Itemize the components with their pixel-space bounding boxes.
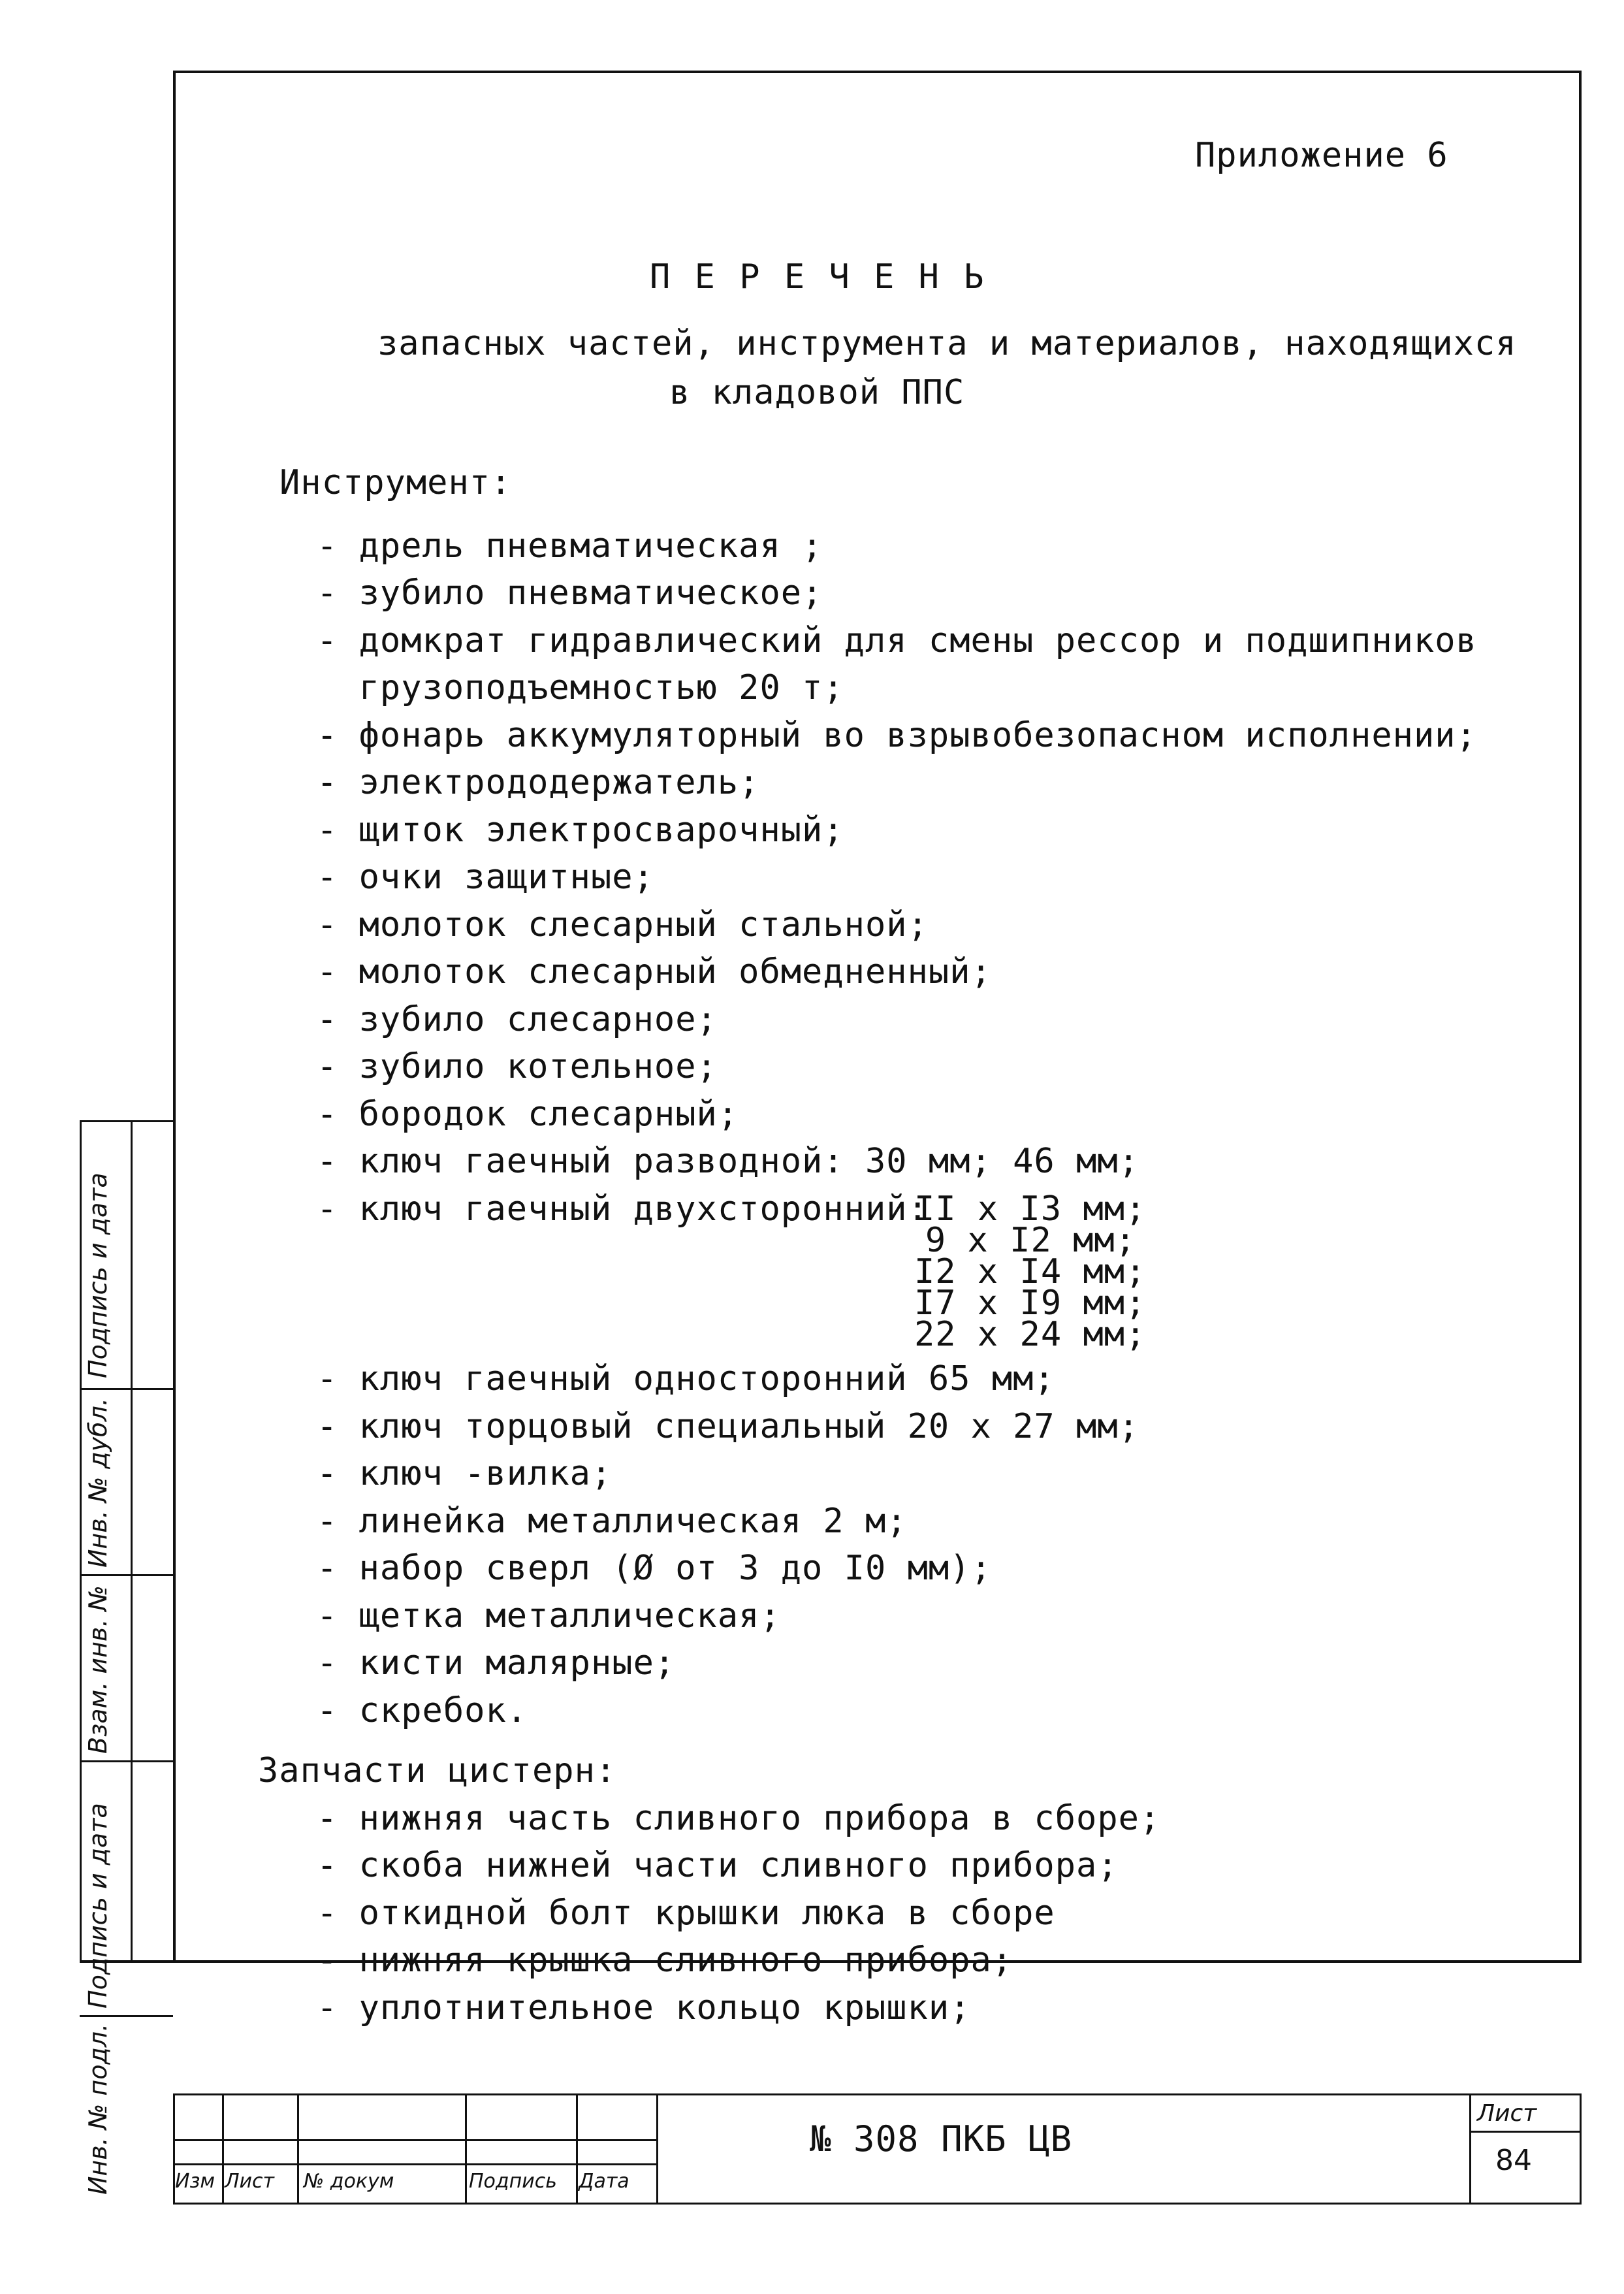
stamp-row-line-1 <box>173 2139 656 2141</box>
list-item: - нижняя часть сливного прибора в сборе; <box>317 1799 1161 1838</box>
stamp-col-line <box>222 2093 224 2203</box>
stamp-row-line-2 <box>173 2163 656 2165</box>
list-item: - молоток слесарный стальной; <box>317 905 929 945</box>
wrench-size: 9 x I2 мм; <box>925 1221 1136 1260</box>
stamp-col-line <box>656 2093 658 2203</box>
side-strip-sep-1 <box>80 1388 173 1390</box>
stamp-col-izm: Изм <box>175 2170 215 2193</box>
side-strip-sep-2 <box>80 1574 173 1576</box>
wrench-size: I2 x I4 мм; <box>914 1252 1147 1291</box>
side-label-podpis-data-1: Подпись и дата <box>84 1172 112 1378</box>
list-item: грузоподъемностью 20 т; <box>317 668 844 707</box>
wrench-size: 22 x 24 мм; <box>914 1315 1147 1354</box>
document-title: П Е Р Е Ч Е Н Ь <box>650 257 986 297</box>
stamp-col-sign: Подпись <box>469 2170 557 2193</box>
list-item: - ключ торцовый специальный 20 x 27 мм; <box>317 1407 1139 1446</box>
sheet-number: 84 <box>1495 2144 1532 2177</box>
stamp-right-line <box>1580 2093 1582 2203</box>
stamp-bottom-line <box>173 2203 1582 2205</box>
stamp-col-date: Дата <box>579 2170 629 2193</box>
stamp-col-line <box>576 2093 578 2203</box>
section-tools-heading: Инструмент: <box>279 463 512 502</box>
list-item: - уплотнительное кольцо крышки; <box>317 1988 971 2027</box>
list-item: - ключ гаечный двухсторонний: <box>317 1189 929 1229</box>
side-strip-divider <box>131 1120 133 1960</box>
side-label-vzam-inv: Взам. инв. № <box>84 1585 112 1754</box>
list-item: - щетка металлическая; <box>317 1596 781 1636</box>
list-item: - зубило слесарное; <box>317 1000 718 1039</box>
side-label-inv-podl: Инв. № подл. <box>84 2023 112 2195</box>
stamp-col-line <box>465 2093 467 2203</box>
side-strip-sep-4 <box>80 2015 173 2017</box>
list-item: - кисти малярные; <box>317 1643 676 1683</box>
list-item: - домкрат гидравлический для смены рессор и подшипников <box>317 621 1477 660</box>
list-item: - ключ гаечный разводной: 30 мм; 46 мм; <box>317 1142 1139 1181</box>
side-strip-top <box>80 1120 173 1122</box>
list-item: - фонарь аккумуляторный во взрывобезопасном исполнении; <box>317 716 1477 755</box>
wrench-size: I7 x I9 мм; <box>914 1284 1147 1323</box>
list-item: - очки защитные; <box>317 858 654 897</box>
list-item: - нижняя крышка сливного прибора; <box>317 1941 1013 1980</box>
stamp-col-line <box>1469 2093 1471 2203</box>
list-item: - молоток слесарный обмедненный; <box>317 952 992 992</box>
stamp-top-line <box>173 2093 1582 2095</box>
list-item: - электрододержатель; <box>317 763 760 802</box>
document-number: № 308 ПКБ ЦВ <box>810 2118 1073 2159</box>
list-item: - линейка металлическая 2 м; <box>317 1502 908 1541</box>
side-label-inv-dubl: Инв. № дубл. <box>84 1398 112 1568</box>
side-strip-sep-3 <box>80 1760 173 1762</box>
side-label-podpis-data-2: Подпись и дата <box>84 1803 112 2009</box>
list-item: - ключ -вилка; <box>317 1454 613 1493</box>
list-item: - зубило пневматическое; <box>317 574 823 613</box>
stamp-sheet-divider <box>1469 2131 1582 2133</box>
subtitle-line-1: запасных частей, инструмента и материалов, находящихся <box>377 324 1517 363</box>
appendix-label: Приложение 6 <box>1195 136 1448 175</box>
list-item: - зубило котельное; <box>317 1047 718 1086</box>
list-item: - набор сверл (Ø от 3 до I0 мм); <box>317 1549 992 1588</box>
sheet-label: Лист <box>1477 2100 1537 2127</box>
list-item: - откидной болт крышки люка в сборе <box>317 1894 1055 1933</box>
stamp-col-line <box>297 2093 299 2203</box>
section-parts-heading: Запчасти цистерн: <box>258 1751 617 1790</box>
subtitle-line-2: в кладовой ППС <box>669 373 965 412</box>
list-item: - скребок. <box>317 1691 528 1730</box>
list-item: - щиток электросварочный; <box>317 811 844 850</box>
list-item: - дрель пневматическая ; <box>317 526 823 566</box>
stamp-col-doc: № докум <box>304 2170 394 2193</box>
stamp-col-list: Лист <box>225 2170 275 2193</box>
list-item: - ключ гаечный односторонний 65 мм; <box>317 1359 1055 1398</box>
list-item: - скоба нижней части сливного прибора; <box>317 1846 1119 1885</box>
wrench-size: II x I3 мм; <box>914 1189 1147 1229</box>
list-item: - бородок слесарный; <box>317 1095 739 1134</box>
